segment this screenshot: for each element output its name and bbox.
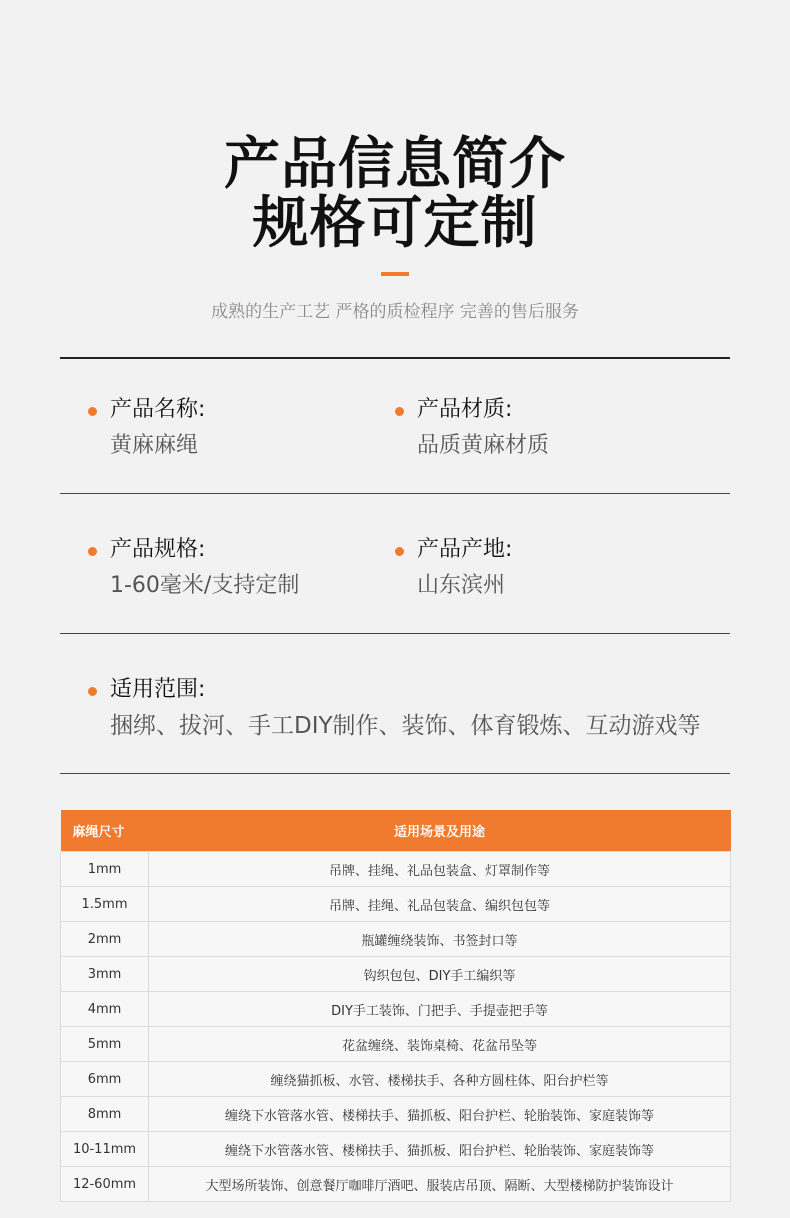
info-value: 黄麻麻绳 [110,433,199,458]
cell-usage: 吊牌、挂绳、礼品包装盒、编织包包等 [149,887,731,922]
info-label: 产品规格: [110,537,206,562]
column-header-usage: 适用场景及用途 [149,810,731,852]
table-row [61,957,731,992]
table-row [61,992,731,1027]
cell-size: 1mm [61,852,149,887]
cell-size: 5mm [61,1027,149,1062]
info-label: 适用范围: [110,677,206,702]
title-accent-bar [381,272,409,276]
cell-size: 1.5mm [61,887,149,922]
table-row [61,1167,731,1202]
cell-size: 8mm [61,1097,149,1132]
divider [60,773,730,774]
cell-usage: 吊牌、挂绳、礼品包装盒、灯罩制作等 [149,852,731,887]
cell-usage: 缠绕下水管落水管、楼梯扶手、猫抓板、阳台护栏、轮胎装饰、家庭装饰等 [149,1097,731,1132]
bullet-dot-icon [395,547,404,556]
page-title-line2: 规格可定制 [252,191,538,256]
cell-usage: DIY手工装饰、门把手、手提壶把手等 [149,992,731,1027]
cell-size: 10-11mm [61,1132,149,1167]
divider [60,493,730,494]
cell-size: 4mm [61,992,149,1027]
table-row [61,887,731,922]
cell-size: 3mm [61,957,149,992]
page-subtitle: 成熟的生产工艺 严格的质检程序 完善的售后服务 [211,302,579,322]
cell-usage: 大型场所装饰、创意餐厅咖啡厅酒吧、服装店吊顶、隔断、大型楼梯防护装饰设计 [149,1167,731,1202]
cell-usage: 缠绕猫抓板、水管、楼梯扶手、各种方圆柱体、阳台护栏等 [149,1062,731,1097]
info-value: 品质黄麻材质 [417,433,550,458]
bullet-dot-icon [88,547,97,556]
cell-usage: 花盆缠绕、装饰桌椅、花盆吊坠等 [149,1027,731,1062]
cell-usage: 缠绕下水管落水管、楼梯扶手、猫抓板、阳台护栏、轮胎装饰、家庭装饰等 [149,1132,731,1167]
bullet-dot-icon [395,407,404,416]
cell-size: 2mm [61,922,149,957]
table-header-row [61,810,731,852]
table-row [61,1097,731,1132]
info-label: 产品产地: [417,537,513,562]
column-header-size: 麻绳尺寸 [61,810,149,852]
info-value: 1-60毫米/支持定制 [110,573,300,598]
size-usage-table [60,810,731,1202]
table-row [61,922,731,957]
table-row [61,852,731,887]
cell-size: 12-60mm [61,1167,149,1202]
info-value: 捆绑、拔河、手工DIY制作、装饰、体育锻炼、互动游戏等 [110,713,701,739]
divider [60,633,730,634]
bullet-dot-icon [88,407,97,416]
page-title-line1: 产品信息简介 [224,132,566,197]
divider-top [60,357,730,359]
info-label: 产品材质: [417,397,513,422]
table-row [61,1062,731,1097]
bullet-dot-icon [88,687,97,696]
info-label: 产品名称: [110,397,206,422]
cell-usage: 钩织包包、DIY手工编织等 [149,957,731,992]
table-row [61,1132,731,1167]
cell-size: 6mm [61,1062,149,1097]
cell-usage: 瓶罐缠绕装饰、书签封口等 [149,922,731,957]
table-row [61,1027,731,1062]
info-value: 山东滨州 [417,573,506,598]
